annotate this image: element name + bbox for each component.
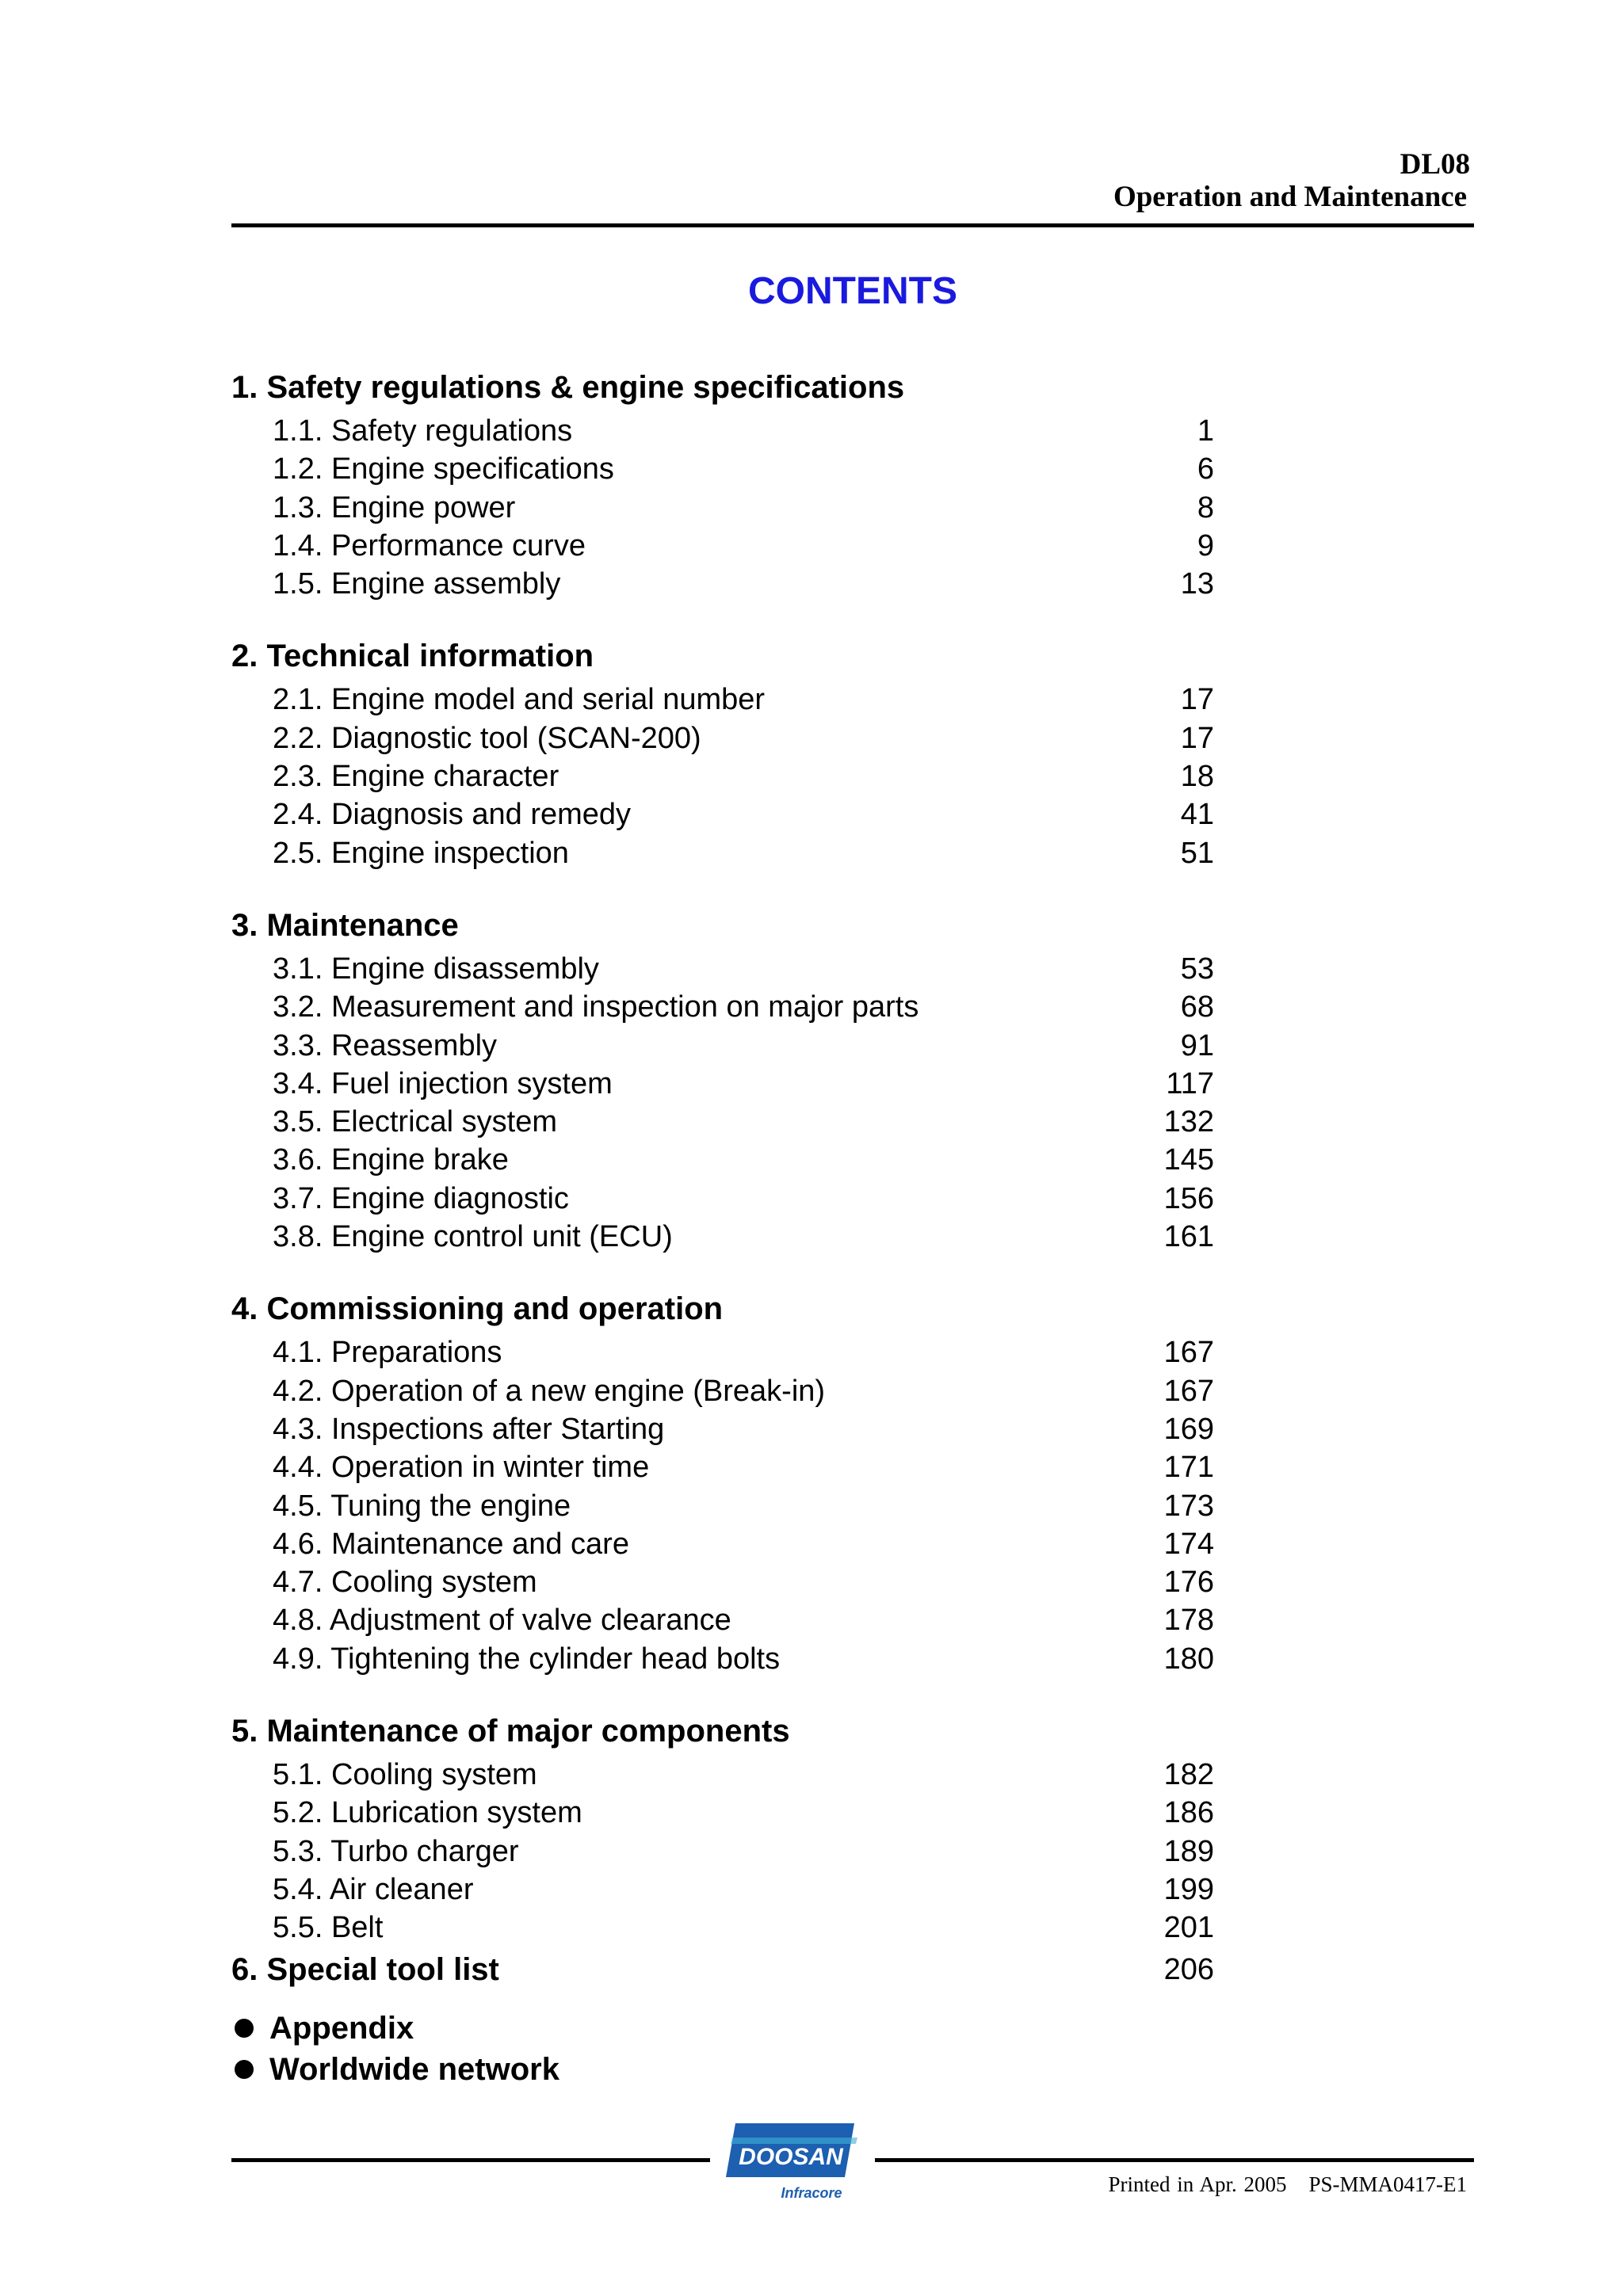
toc-entry-page: 201 [1163,1911,1214,1945]
toc-entry[interactable] [231,412,1214,450]
toc-entry[interactable] [231,1640,1214,1678]
toc-entry-page: 6 [1197,452,1214,486]
toc-entry-page: 17 [1180,721,1214,755]
contents-title: CONTENTS [748,270,957,312]
toc-entry[interactable] [231,450,1214,488]
toc-entry[interactable] [231,527,1214,565]
toc-entry-label: 5.1. Cooling system [273,1758,537,1792]
toc-entry-page: 174 [1163,1527,1214,1561]
toc-entry-label: 2.1. Engine model and serial number [273,683,766,717]
toc-entry-page: 186 [1163,1796,1214,1830]
appendix-label: Worldwide network [269,2051,559,2087]
toc-entry[interactable] [231,1333,1214,1371]
footer-printed: Printed in Apr. 2005 [1108,2172,1287,2196]
footer-rule-right [875,2158,1474,2162]
toc-entry-label: 5.5. Belt [273,1911,384,1945]
toc-entry-page: 8 [1197,490,1214,524]
toc-entry-page: 199 [1163,1872,1214,1906]
footer-print-info [1108,2172,1467,2197]
toc-entry-label: 2.5. Engine inspection [273,836,569,870]
toc-entry-label: 3.1. Engine disassembly [273,952,599,986]
toc-entry-page: 182 [1163,1758,1214,1792]
toc-entry-page: 18 [1180,760,1214,794]
toc-entry[interactable] [231,1871,1214,1909]
toc-entry[interactable] [231,1410,1214,1448]
toc-entry[interactable] [231,834,1214,872]
toc-entry-label: 2.2. Diagnostic tool (SCAN-200) [273,721,701,755]
section-gap [231,872,1214,901]
toc-entry-page: 117 [1166,1066,1214,1100]
toc-entry[interactable] [231,1180,1214,1218]
toc-entry[interactable] [231,988,1214,1026]
logo-sub: Infracore [781,2185,842,2201]
footer-rule-left [231,2158,710,2162]
toc-entry-label: 4.1. Preparations [273,1336,502,1370]
toc-entry-label: 1.2. Engine specifications [273,452,614,486]
toc-entry-label: 1.4. Performance curve [273,528,586,563]
toc-entry-page: 189 [1163,1834,1214,1868]
toc-entry-page: 91 [1180,1028,1214,1062]
toc-entry[interactable] [231,1065,1214,1103]
toc-entry[interactable] [231,489,1214,527]
toc-entry-label: 2.4. Diagnosis and remedy [273,798,632,832]
toc-entry-label: 5.2. Lubrication system [273,1796,582,1830]
toc-entry-page: 171 [1163,1451,1214,1485]
toc-entry-label: 1.3. Engine power [273,490,516,524]
toc-entry-page: 176 [1163,1566,1214,1600]
toc-entry-page: 51 [1180,836,1214,870]
logo-brand: DOOSAN [739,2144,843,2170]
toc-entry[interactable] [231,1487,1214,1525]
toc-entry[interactable] [231,1372,1214,1410]
toc-entry-label: 4.8. Adjustment of valve clearance [273,1604,731,1638]
toc-entry[interactable] [231,565,1214,603]
toc-entry-label: 4.4. Operation in winter time [273,1451,650,1485]
toc-entry[interactable] [231,1218,1214,1256]
toc-entry[interactable] [231,1525,1214,1563]
toc-entry-label: 1.1. Safety regulations [273,414,573,448]
toc-entry[interactable] [231,1448,1214,1486]
toc-entry-label: 5.3. Turbo charger [273,1834,519,1868]
toc-entry-label: 3.2. Measurement and inspection on major parts [273,990,919,1024]
toc-entry[interactable] [231,1794,1214,1832]
toc-entry-page: 145 [1163,1143,1214,1177]
doosan-logo [718,2115,869,2212]
toc-entry-page: 41 [1180,798,1214,832]
header-title: Operation and Maintenance [1113,181,1467,213]
toc-entry[interactable] [231,1027,1214,1065]
toc-entry[interactable] [231,757,1214,795]
toc-entry-page: 167 [1163,1336,1214,1370]
toc-entry[interactable] [231,1103,1214,1141]
toc-entry[interactable] [231,1833,1214,1871]
section-gap [231,1256,1214,1284]
section-gap [231,603,1214,631]
appendix-item[interactable] [231,2008,1214,2049]
bullet-icon [235,2019,254,2038]
footer-code: PS-MMA0417-E1 [1308,2172,1467,2196]
section-title: 2. Technical information [231,639,594,674]
toc-entry[interactable] [231,681,1214,719]
toc-entry-label: 4.6. Maintenance and care [273,1527,629,1561]
header-model: DL08 [1400,148,1470,181]
toc-entry-label: 3.8. Engine control unit (ECU) [273,1220,673,1254]
toc-entry-label: 3.3. Reassembly [273,1028,498,1062]
toc-entry[interactable] [231,1141,1214,1179]
toc-entry-page: 167 [1163,1374,1214,1408]
toc-entry-label: 4.9. Tightening the cylinder head bolts [273,1642,781,1676]
toc-entry[interactable] [231,719,1214,757]
appendix-item[interactable] [231,2049,1214,2090]
toc-entry-label: 4.3. Inspections after Starting [273,1412,665,1446]
toc-entry[interactable] [231,950,1214,988]
toc-entry[interactable] [231,1563,1214,1601]
toc-entry-page: 178 [1163,1604,1214,1638]
toc-entry-label: 3.5. Electrical system [273,1105,557,1139]
toc-entry-label: 4.7. Cooling system [273,1566,537,1600]
toc-entry[interactable] [231,795,1214,833]
toc-entry-page: 132 [1163,1105,1214,1139]
toc-entry-page: 161 [1163,1220,1214,1254]
toc-entry-label: 4.2. Operation of a new engine (Break-in) [273,1374,826,1408]
toc-entry-page: 169 [1163,1412,1214,1446]
toc-entry[interactable] [231,1909,1214,1947]
toc-entry-page: 206 [1163,1952,1214,1986]
toc-entry-page: 68 [1180,990,1214,1024]
toc-entry-page: 9 [1197,528,1214,563]
section-title: 6. Special tool list [231,1951,499,1987]
toc-entry-page: 17 [1180,683,1214,717]
table-of-contents [231,363,1214,2090]
toc-entry-label: 4.5. Tuning the engine [273,1489,571,1523]
section-title: 4. Commissioning and operation [231,1291,724,1327]
section-title: 5. Maintenance of major components [231,1714,790,1749]
toc-entry[interactable] [231,1601,1214,1639]
toc-entry-page: 13 [1180,567,1214,601]
toc-entry-page: 1 [1197,414,1214,448]
appendix-label: Appendix [269,2010,414,2046]
toc-entry-label: 3.6. Engine brake [273,1143,509,1177]
toc-entry-page: 180 [1163,1642,1214,1676]
toc-entry-page: 173 [1163,1489,1214,1523]
header-rule [231,223,1474,227]
toc-entry-page: 156 [1163,1181,1214,1215]
bullet-icon [235,2060,254,2079]
section-title: 1. Safety regulations & engine specifications [231,370,905,405]
toc-entry-special-tool-list[interactable] [231,1947,1214,1992]
section-title: 3. Maintenance [231,907,459,943]
toc-entry-page: 53 [1180,952,1214,986]
toc-entry-label: 5.4. Air cleaner [273,1872,474,1906]
toc-entry[interactable] [231,1756,1214,1794]
section-gap [231,1992,1214,2008]
section-gap [231,1678,1214,1707]
toc-entry-label: 3.4. Fuel injection system [273,1066,613,1100]
toc-entry-label: 1.5. Engine assembly [273,567,561,601]
toc-entry-label: 3.7. Engine diagnostic [273,1181,569,1215]
toc-entry-label: 2.3. Engine character [273,760,559,794]
